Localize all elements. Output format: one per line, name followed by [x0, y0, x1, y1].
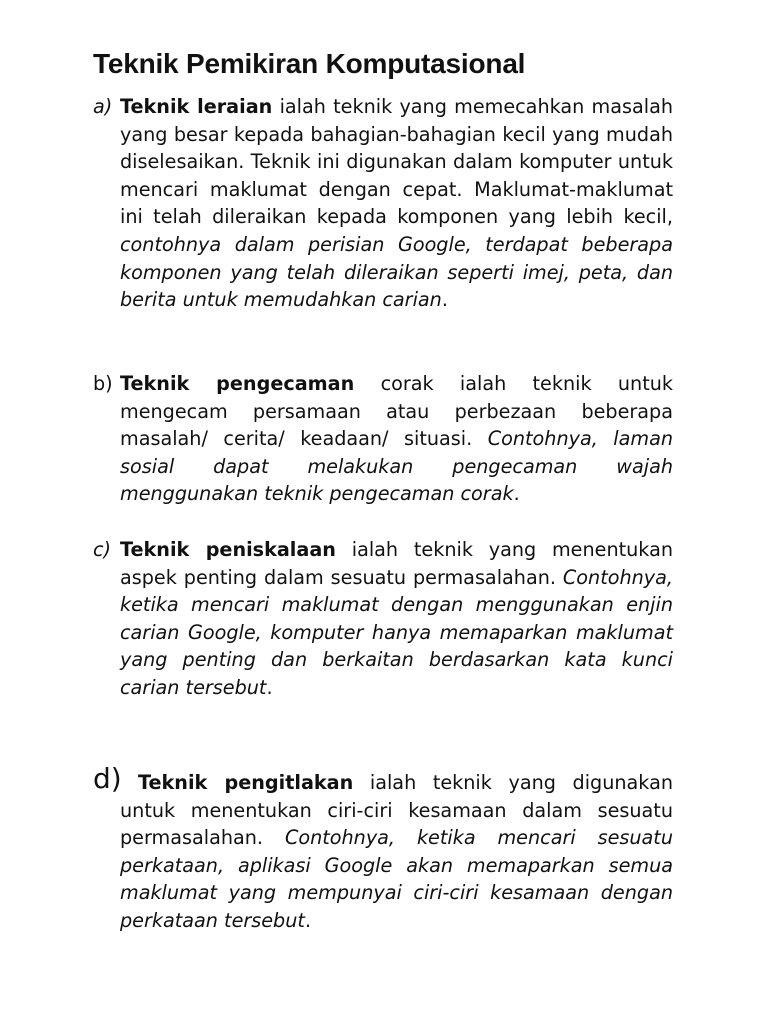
list-item-peniskalaan — [93, 536, 673, 702]
item-body — [120, 93, 673, 314]
item-term: Teknik pengitlakan — [138, 771, 354, 794]
item-marker: c) — [93, 538, 112, 561]
item-example: contohnya dalam perisian Google, terdapat beberapa komponen yang telah dileraikan seperti imej, peta, dan berita untuk memudahkan carian — [120, 232, 673, 312]
item-example: Contohnya, ketika mencari sesuatu perkataan, aplikasi Google akan memaparkan semua maklumat yang mempunyai ciri-ciri kesamaan dengan perkataan tersebut — [120, 826, 673, 932]
page-title: Teknik Pemikiran Komputasional — [93, 48, 526, 79]
item-description: ialah teknik yang memecahkan masalah yang besar kepada bahagian-bahagian kecil yang mudah diselesaikan. Teknik ini digunakan dalam komputer untuk mencari maklumat dengan cepat. Maklumat-maklumat ini telah dileraikan kepada komponen yang lebih kecil, — [120, 95, 673, 229]
item-end: . — [304, 908, 312, 932]
item-body — [120, 769, 673, 935]
item-description: corak ialah teknik untuk mengecam persamaan atau perbezaan beberapa masalah/ cerita/ keadaan/ situasi. — [120, 372, 673, 451]
item-example: Contohnya, laman sosial dapat melakukan pengecaman wajah menggunakan teknik pengecaman corak — [120, 427, 673, 506]
item-body — [120, 370, 673, 508]
item-description: ialah teknik yang menentukan aspek penting dalam sesuatu permasalahan. — [120, 538, 673, 589]
item-end: . — [441, 288, 448, 312]
item-marker: d) — [93, 762, 122, 795]
item-end: . — [266, 675, 273, 699]
list-item-leraian — [93, 93, 673, 314]
item-description: ialah teknik yang digunakan untuk menentukan ciri-ciri kesamaan dalam sesuatu permasalahan. — [120, 771, 673, 850]
item-end: . — [513, 482, 520, 506]
list-item-pengitlakan — [93, 762, 673, 935]
item-body — [120, 536, 673, 702]
item-term: Teknik peniskalaan — [120, 538, 336, 561]
item-example: Contohnya, ketika mencari maklumat dengan menggunakan enjin carian Google, komputer hanya memaparkan maklumat yang penting dan berkaitan berdasarkan kata kunci carian tersebut — [120, 565, 673, 699]
item-term: Teknik leraian — [120, 95, 273, 118]
item-term: Teknik pengecaman — [120, 372, 355, 395]
item-marker: b) — [93, 372, 113, 395]
list-item-pengecaman — [93, 370, 673, 508]
item-marker: a) — [93, 95, 113, 118]
